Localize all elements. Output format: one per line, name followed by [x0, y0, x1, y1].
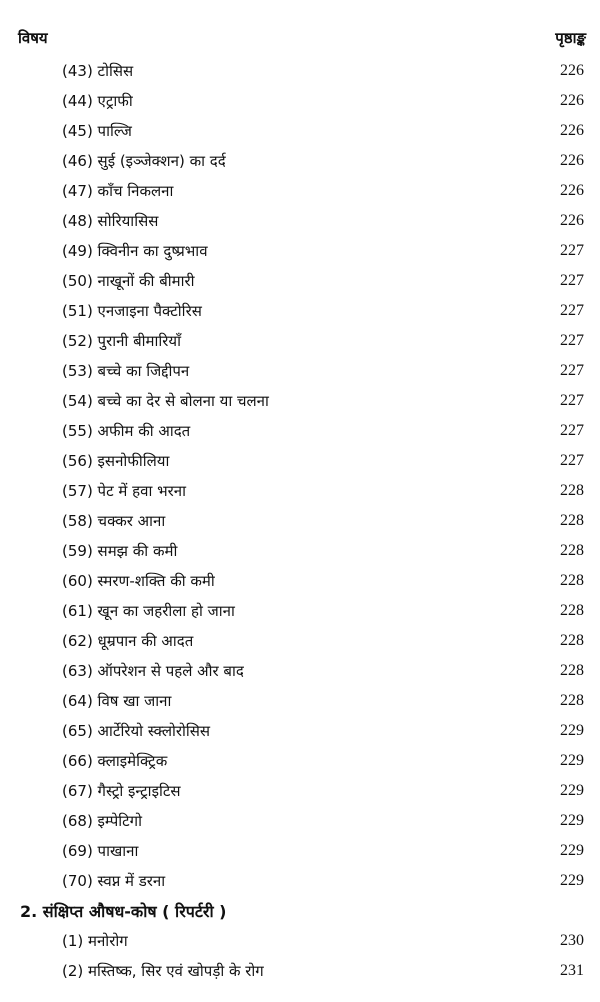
- entry-label: (49) क्विनीन का दुष्प्रभाव: [62, 242, 208, 260]
- entry-label: (58) चक्कर आना: [62, 512, 166, 530]
- entry-label: (43) टोसिस: [62, 62, 134, 80]
- entry-label: (65) आर्टेरियो स्क्लोरोसिस: [62, 722, 211, 740]
- entry-label: (45) पाल्जि: [62, 122, 132, 140]
- entry-label: (56) इसनोफीलिया: [62, 452, 170, 470]
- entry-page: 229: [560, 722, 584, 739]
- page-number-heading: पृष्ठाङ्क: [555, 29, 586, 47]
- toc-entry: [0, 176, 600, 206]
- entry-page: 231: [560, 962, 584, 979]
- entry-label: (60) स्मरण-शक्ति की कमी: [62, 572, 215, 590]
- entry-page: 228: [560, 482, 584, 499]
- toc-header: [18, 28, 586, 48]
- entry-page: 229: [560, 812, 584, 829]
- entry-page: 226: [560, 62, 584, 79]
- toc-entry: [0, 866, 600, 896]
- entry-page: 229: [560, 752, 584, 769]
- toc-entry: [0, 116, 600, 146]
- toc-entry: [0, 536, 600, 566]
- toc-entry: [0, 326, 600, 356]
- toc-entry: [0, 716, 600, 746]
- toc-entry: [0, 776, 600, 806]
- toc-entry: [0, 236, 600, 266]
- entry-page: 227: [560, 242, 584, 259]
- entry-page: 226: [560, 152, 584, 169]
- entry-page: 227: [560, 422, 584, 439]
- entry-page: 229: [560, 872, 584, 889]
- toc-list: [0, 56, 600, 986]
- entry-page: 228: [560, 572, 584, 589]
- entry-label: (69) पाखाना: [62, 842, 139, 860]
- entry-label: (62) धूम्रपान की आदत: [62, 632, 194, 650]
- entry-label: (64) विष खा जाना: [62, 692, 172, 710]
- toc-entry: [0, 416, 600, 446]
- entry-label: (53) बच्चे का जिद्दीपन: [62, 362, 190, 380]
- toc-entry: [0, 206, 600, 236]
- entry-label: (61) खून का जहरीला हो जाना: [62, 602, 235, 620]
- toc-entry: [0, 386, 600, 416]
- entry-label: (55) अफीम की आदत: [62, 422, 191, 440]
- entry-page: 230: [560, 932, 584, 949]
- entry-label: (48) सोरियासिस: [62, 212, 159, 230]
- toc-entry: [0, 356, 600, 386]
- entry-page: 226: [560, 92, 584, 109]
- toc-entry: [0, 476, 600, 506]
- entry-label: (54) बच्चे का देर से बोलना या चलना: [62, 392, 269, 410]
- entry-label: (2) मस्तिष्क, सिर एवं खोपड़ी के रोग: [62, 962, 264, 980]
- entry-page: 228: [560, 542, 584, 559]
- entry-label: (50) नाखूनों की बीमारी: [62, 272, 195, 290]
- toc-entry: [0, 956, 600, 986]
- toc-entry: [0, 56, 600, 86]
- toc-entry: [0, 86, 600, 116]
- entry-page: 228: [560, 602, 584, 619]
- entry-label: (68) इम्पेटिगो: [62, 812, 143, 830]
- entry-label: (1) मनोरोग: [62, 932, 128, 950]
- entry-page: 226: [560, 212, 584, 229]
- entry-page: 227: [560, 362, 584, 379]
- toc-entry: [0, 836, 600, 866]
- entry-label: (44) एट्राफी: [62, 92, 133, 110]
- entry-page: 229: [560, 782, 584, 799]
- entry-page: 227: [560, 272, 584, 289]
- toc-entry: [0, 506, 600, 536]
- entry-label: (51) एनजाइना पैक्टोरिस: [62, 302, 202, 320]
- toc-entry: [0, 446, 600, 476]
- toc-entry: [0, 926, 600, 956]
- entry-label: (47) काँच निकलना: [62, 182, 174, 200]
- entry-page: 227: [560, 452, 584, 469]
- entry-page: 226: [560, 122, 584, 139]
- entry-page: 228: [560, 662, 584, 679]
- subject-heading: विषय: [18, 29, 48, 47]
- toc-entry: [0, 746, 600, 776]
- entry-page: 227: [560, 302, 584, 319]
- toc-entry: [0, 596, 600, 626]
- toc-entry: [0, 296, 600, 326]
- entry-page: 229: [560, 842, 584, 859]
- toc-entry: [0, 146, 600, 176]
- entry-page: 227: [560, 392, 584, 409]
- toc-entry: [0, 656, 600, 686]
- entry-page: 228: [560, 632, 584, 649]
- toc-entry: [0, 566, 600, 596]
- entry-label: (70) स्वप्न में डरना: [62, 872, 166, 890]
- entry-page: 228: [560, 692, 584, 709]
- entry-label: (67) गैस्ट्रो इन्ट्राइटिस: [62, 782, 181, 800]
- toc-entry: [0, 806, 600, 836]
- entry-page: 226: [560, 182, 584, 199]
- entry-label: (59) समझ की कमी: [62, 542, 178, 560]
- entry-label: (46) सुई (इञ्जेक्शन) का दर्द: [62, 152, 226, 170]
- toc-entry: [0, 266, 600, 296]
- section-heading: 2. संक्षिप्त औषध-कोष ( रिपर्टरी ): [20, 902, 227, 921]
- entry-label: (63) ऑपरेशन से पहले और बाद: [62, 662, 244, 680]
- toc-entry: [0, 626, 600, 656]
- entry-label: (57) पेट में हवा भरना: [62, 482, 186, 500]
- entry-label: (52) पुरानी बीमारियाँ: [62, 332, 181, 350]
- entry-page: 228: [560, 512, 584, 529]
- entry-page: 227: [560, 332, 584, 349]
- entry-label: (66) क्लाइमेक्ट्रिक: [62, 752, 168, 770]
- toc-entry: [0, 686, 600, 716]
